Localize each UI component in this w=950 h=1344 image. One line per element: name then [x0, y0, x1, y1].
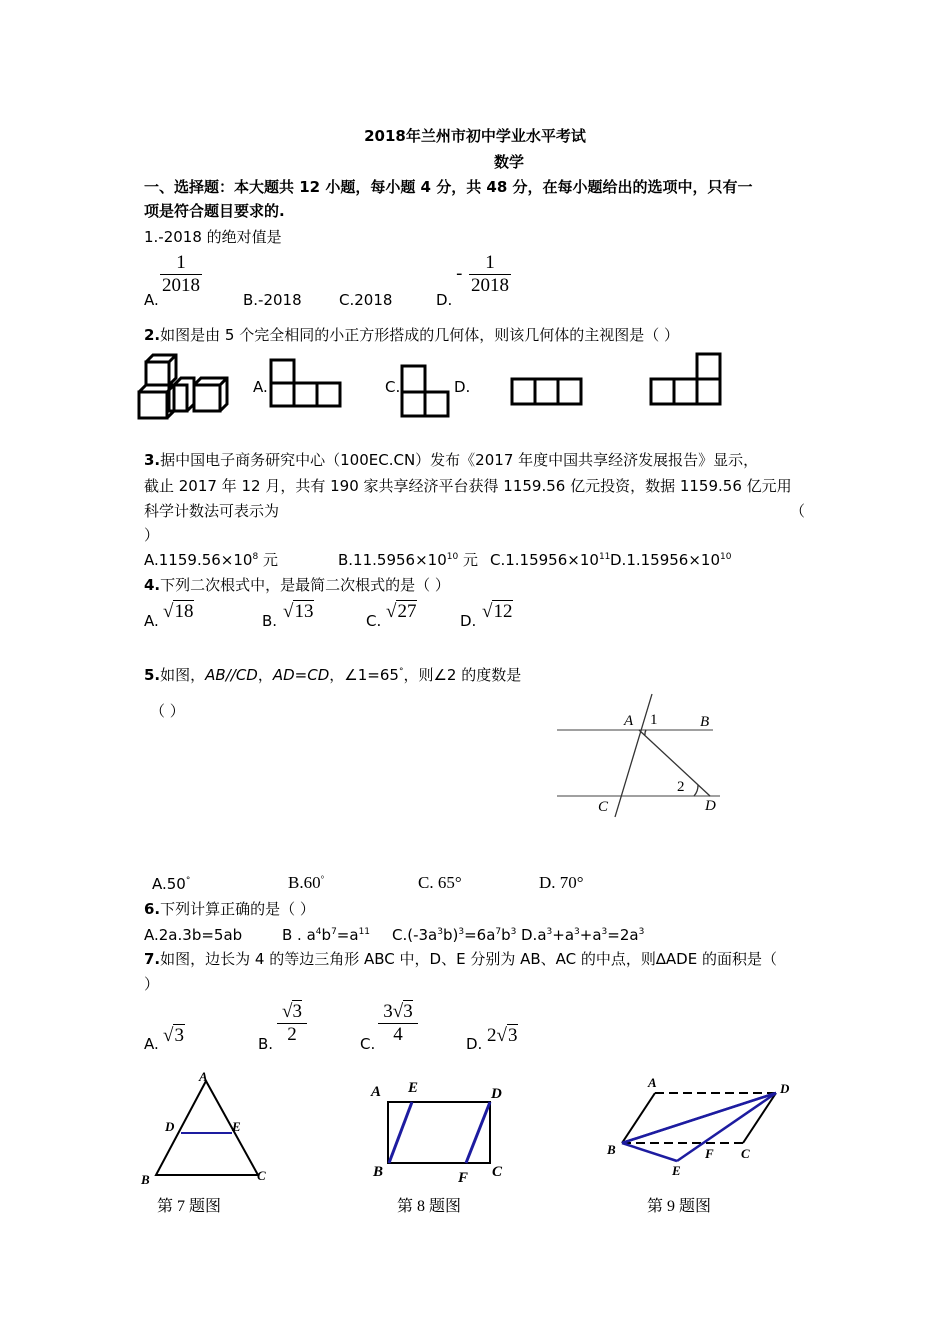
q1-d-denominator: 2018 — [471, 275, 509, 296]
q3-answer-paren-open: （ — [790, 502, 806, 520]
fig9-label-D: D — [780, 1081, 790, 1096]
q6-d-2: 3 — [546, 927, 553, 937]
q7-option-c-fraction — [378, 1001, 418, 1046]
fig8-label-B: B — [373, 1164, 384, 1180]
q5-number: 5. — [144, 666, 161, 684]
q6-b-4: 7 — [331, 927, 337, 937]
q2-option-d-figure-a — [509, 376, 585, 408]
fig8-label-E: E — [408, 1080, 419, 1096]
q6-d-3: +a — [552, 926, 575, 944]
q1-option-d-label: D. — [436, 291, 453, 309]
q7-c-coefficient: 3 — [383, 1001, 393, 1022]
q6-b-5: =a — [336, 926, 359, 944]
fig7-label-C: C — [257, 1168, 266, 1183]
q4-option-d-label: D. — [460, 612, 477, 630]
q3-number: 3. — [144, 451, 161, 469]
q5-parallel-lines-figure — [555, 690, 730, 820]
q5-ab: AB — [205, 666, 226, 684]
fig7-label-D: D — [165, 1119, 175, 1134]
q7-option-a-label: A. — [144, 1035, 159, 1053]
q7-number: 7. — [144, 950, 161, 968]
q1-a-numerator: 1 — [176, 252, 186, 273]
q3-a-unit: 元 — [258, 551, 278, 569]
q7-b-denominator: 2 — [277, 1023, 307, 1046]
q6-c-1: C.(-3a — [392, 926, 438, 944]
q2-option-c-figure — [399, 363, 453, 419]
q1-option-a-fraction — [160, 252, 202, 297]
q3-option-a — [144, 550, 278, 570]
q3-a-exp: 8 — [252, 552, 259, 562]
fig8-label-A: A — [371, 1084, 382, 1100]
fig9-label-E: E — [672, 1163, 681, 1178]
q5-answer-paren: （ ） — [150, 702, 185, 720]
q6-c-5: =6a — [464, 926, 496, 944]
q7-b-numerator: √3 — [282, 1001, 302, 1022]
exam-title: 2018年兰州市初中学业水平考试 — [364, 127, 586, 145]
q6-number: 6. — [144, 900, 161, 918]
fig9-label-C: C — [741, 1146, 750, 1161]
q5-label-C: C — [598, 799, 609, 815]
q2-option-a-label: A. — [253, 378, 268, 396]
fig9-parallelogram — [603, 1072, 798, 1184]
q5-b-degree: ° — [320, 874, 325, 884]
q2-stem — [144, 325, 679, 345]
q5-b-text: B.60 — [288, 873, 321, 892]
q6-d-1: D.a — [521, 926, 547, 944]
fig7-caption: 第 7 题图 — [157, 1198, 222, 1215]
q4-option-a-label: A. — [144, 612, 159, 630]
q5-ad-eq-cd: AD=CD — [272, 666, 330, 684]
q7-option-d-radical: 2√3 — [487, 1025, 518, 1046]
section-heading-line1: 一、选择题：本大题共 12 小题，每小题 4 分，共 48 分，在每小题给出的选项中，只有一 — [144, 178, 753, 196]
q3-b-unit: 元 — [458, 551, 478, 569]
q2-option-d-figure-b — [648, 351, 724, 408]
q6-c-4: 3 — [458, 927, 465, 937]
q1-option-a-label: A. — [144, 291, 159, 309]
q3-c-exp: 11 — [598, 552, 611, 562]
fig9-label-B: B — [607, 1142, 616, 1157]
q5-label-1: 1 — [650, 712, 658, 728]
q5-option-a — [152, 874, 190, 894]
q3-c-base: C.1.15956×10 — [490, 551, 599, 569]
q5-sep: ， — [257, 666, 273, 684]
q1-stem: 1.-2018 的绝对值是 — [144, 228, 282, 246]
q3-option-d — [610, 550, 731, 570]
q6-d-6: 3 — [601, 927, 608, 937]
q4-option-c-radical: √27 — [386, 601, 417, 622]
q7-option-c-label: C. — [360, 1035, 376, 1053]
q7-text-line1: 如图，边长为 4 的等边三角形 ABC 中，D、E 分别为 AB、AC 的中点，则∆ADE 的面积是（ — [160, 950, 777, 968]
fig8-rectangle — [368, 1074, 513, 1186]
q6-text: 下列计算正确的是（ ） — [160, 900, 315, 918]
fig8-label-D: D — [491, 1086, 502, 1102]
q7-option-b-fraction — [277, 1001, 307, 1046]
q5-degree: ° — [398, 667, 404, 677]
fig7-label-B: B — [141, 1172, 150, 1187]
q5-option-d: D. 70° — [539, 873, 584, 892]
q3-option-b — [338, 550, 478, 570]
q6-b-1: B . a — [282, 926, 316, 944]
q2-number: 2. — [144, 326, 161, 344]
q6-c-3: b) — [442, 926, 459, 944]
q6-d-4: 3 — [574, 927, 580, 937]
q6-b-6: 11 — [358, 927, 371, 937]
q4-stem — [144, 575, 450, 595]
q1-d-numerator: 1 — [485, 252, 495, 273]
q3-d-exp: 10 — [720, 552, 732, 562]
q7-line2: ） — [144, 975, 160, 993]
q5-a-degree: ° — [185, 876, 191, 886]
q7-d-coefficient: 2 — [487, 1025, 497, 1046]
q5-a-text: A.50 — [152, 875, 186, 893]
q5-label-B: B — [700, 714, 710, 730]
q2-option-d-label: D. — [454, 378, 471, 396]
q1-option-d-minus: - — [456, 263, 463, 284]
q6-option-c — [392, 925, 516, 945]
q4-option-d-radical: √12 — [482, 601, 513, 622]
q6-option-a: A.2a.3b=5ab — [144, 926, 243, 944]
q6-d-8: 3 — [638, 927, 645, 937]
q2-option-a-figure — [268, 357, 344, 409]
q7-c-numerator: 3√3 — [383, 1001, 413, 1022]
q7-line1 — [144, 949, 777, 969]
q4-a-radicand: 18 — [174, 601, 194, 622]
q3-b-base: B.11.5956×10 — [338, 551, 447, 569]
q6-b-2: 4 — [315, 927, 322, 937]
q4-c-radicand: 27 — [397, 601, 417, 622]
q3-option-c — [490, 550, 610, 570]
q4-option-a-radical: √18 — [163, 601, 194, 622]
q7-option-d-label: D. — [466, 1035, 483, 1053]
q4-option-b-label: B. — [262, 612, 278, 630]
q3-line2: 截止 2017 年 12 月，共有 190 家共享经济平台获得 1159.56 亿元投资，数据 1159.56 亿元用 — [144, 477, 792, 495]
q5-stem — [144, 665, 521, 685]
q6-d-7: =2a — [607, 926, 639, 944]
q7-c-denominator: 4 — [378, 1023, 418, 1046]
q1-option-d-fraction — [469, 252, 511, 297]
fig9-label-F: F — [705, 1146, 714, 1161]
q4-option-b-radical: √13 — [283, 601, 314, 622]
q1-option-c: C.2018 — [339, 291, 393, 309]
q6-option-b — [282, 925, 370, 945]
q5-cd: CD — [235, 666, 258, 684]
fig7-label-E: E — [232, 1119, 241, 1134]
q6-option-d — [521, 925, 644, 945]
fig8-label-C: C — [492, 1164, 503, 1180]
q3-d-base: D.1.15956×10 — [610, 551, 721, 569]
fig8-label-F: F — [458, 1170, 469, 1186]
q5-angle: ，∠1=65 — [329, 666, 399, 684]
q3-text-line1: 据中国电子商务研究中心（100EC.CN）发布《2017 年度中国共享经济发展报告》显示， — [160, 451, 759, 469]
q5-option-b — [288, 873, 324, 893]
q6-stem — [144, 899, 315, 919]
q3-b-exp: 10 — [446, 552, 459, 562]
q6-b-3: b — [321, 926, 332, 944]
q7-option-b-label: B. — [258, 1035, 274, 1053]
q3-line3: 科学计数法可表示为 — [144, 502, 280, 520]
q4-text: 下列二次根式中，是最简二次根式的是（ ） — [160, 576, 450, 594]
fig9-caption: 第 9 题图 — [647, 1198, 712, 1215]
fig9-label-A: A — [648, 1075, 657, 1090]
fig7-triangle — [135, 1070, 275, 1188]
fig7-label-A: A — [199, 1069, 208, 1084]
section-heading-line2: 项是符合题目要求的. — [144, 202, 285, 220]
q5-prefix: 如图， — [160, 666, 206, 684]
q5-option-c: C. 65° — [418, 873, 462, 892]
q7-a-radicand: 3 — [174, 1025, 184, 1046]
subject-title: 数学 — [493, 153, 524, 171]
q6-c-6: 7 — [495, 927, 502, 937]
q5-label-2: 2 — [677, 779, 685, 795]
q6-c-8: 3 — [510, 927, 517, 937]
q6-c-2: 3 — [437, 927, 443, 937]
q2-solid-figure — [136, 352, 236, 422]
q5-tail: ，则∠2 的度数是 — [403, 666, 522, 684]
q2-text: 如图是由 5 个完全相同的小正方形搭成的几何体，则该几何体的主视图是（ ） — [160, 326, 679, 344]
q5-label-D: D — [705, 798, 716, 814]
q7-b-radicand: 3 — [292, 1001, 302, 1022]
q4-number: 4. — [144, 576, 161, 594]
q7-option-a-radical: √3 — [163, 1025, 184, 1046]
q3-line1 — [144, 450, 758, 470]
q4-option-c-label: C. — [366, 612, 382, 630]
q6-d-5: +a — [579, 926, 602, 944]
q4-b-radicand: 13 — [294, 601, 314, 622]
q3-answer-paren-close: ） — [144, 526, 160, 544]
q1-option-b: B.-2018 — [243, 291, 302, 309]
q5-parallel: // — [225, 666, 236, 684]
q2-option-c-label: C. — [385, 378, 401, 396]
q4-d-radicand: 12 — [493, 601, 513, 622]
q7-c-radicand: 3 — [403, 1001, 413, 1022]
fig8-caption: 第 8 题图 — [397, 1198, 462, 1215]
q3-a-base: A.1159.56×10 — [144, 551, 253, 569]
q6-c-7: b — [501, 926, 511, 944]
q7-d-radicand: 3 — [507, 1025, 518, 1046]
q5-label-A: A — [624, 713, 634, 729]
q1-a-denominator: 2018 — [162, 275, 200, 296]
